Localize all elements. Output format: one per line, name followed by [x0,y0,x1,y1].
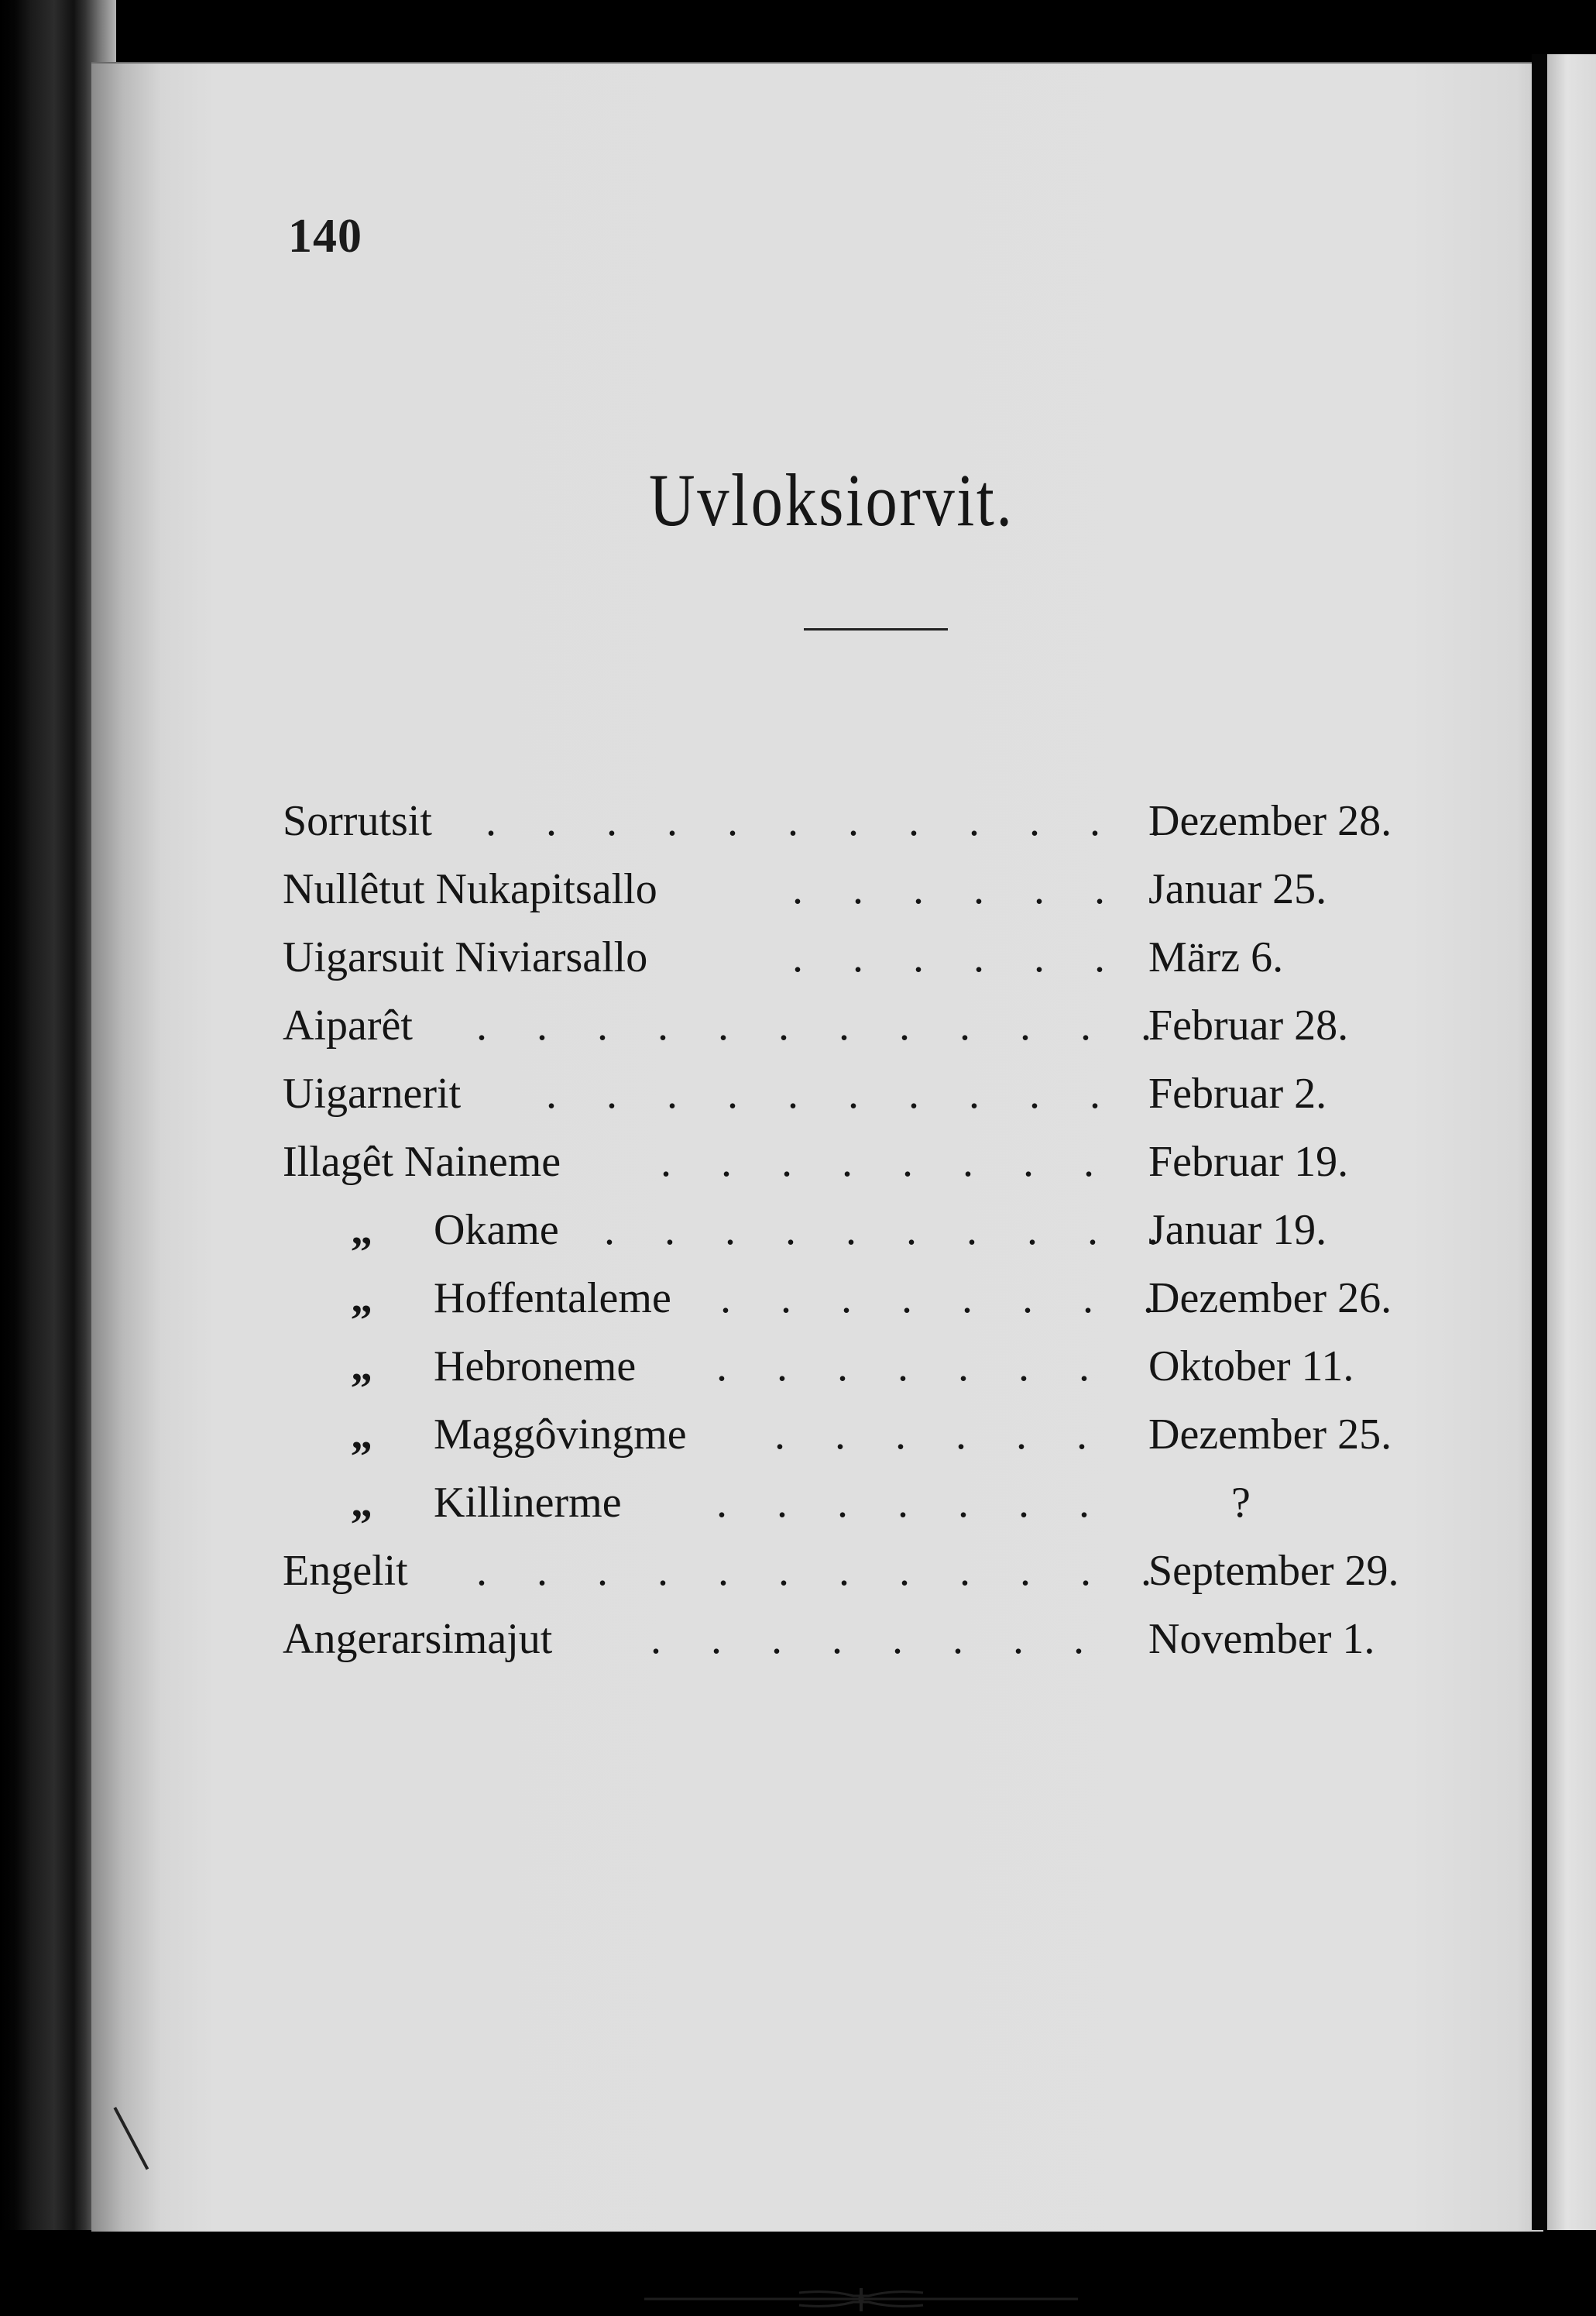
list-item [283,1478,1460,1546]
entry-date: Januar 19. [1148,1206,1327,1254]
entry-name: Uigarsuit Niviarsallo [283,933,648,981]
entry-date: Oktober 11. [1148,1342,1354,1390]
entry-name: Uigarnerit [283,1070,462,1118]
entry-name: Killinerme [434,1479,622,1527]
list-item [283,1137,1460,1205]
ditto-mark: „ [351,1206,372,1254]
entry-date: Februar 19. [1148,1138,1349,1186]
entry-date: Dezember 26. [1148,1274,1392,1322]
entry-date: November 1. [1148,1615,1375,1663]
entry-name: Angerarsimajut [283,1615,553,1663]
dot-leader: . . . . . . [792,933,1124,981]
list-item [283,1614,1460,1682]
entry-date: September 29. [1148,1547,1399,1595]
entry-name: Illagêt Naineme [283,1138,561,1186]
dot-leader: . . . . . . [792,865,1124,913]
dot-leader: . . . . . . . . . . [604,1206,1178,1254]
ditto-mark: „ [351,1479,372,1527]
facing-page-edge [1547,54,1596,2230]
list-item [283,933,1460,1001]
list-item [283,864,1460,933]
dot-leader: . . . . . . . . . . . . [476,1547,1171,1595]
list-item [283,1410,1460,1478]
entry-date: Februar 2. [1148,1070,1327,1118]
dot-leader: . . . . . . . [716,1342,1109,1390]
page-number: 140 [288,210,362,263]
dot-leader: . . . . . . . . . . . . [476,1002,1171,1050]
dot-leader: . . . . . . . . . . [546,1070,1120,1118]
page-title: Uvloksiorvit. [649,459,1014,541]
dot-leader: . . . . . . . [716,1479,1109,1527]
entry-name: Engelit [283,1547,408,1595]
dot-leader: . . . . . . . . [720,1274,1173,1322]
entry-date: März 6. [1148,933,1284,981]
entry-name: Sorrutsit [283,797,432,845]
dot-leader: . . . . . . . . [650,1615,1103,1663]
ditto-mark: „ [351,1342,372,1390]
end-ornament [644,2285,1078,2316]
dot-leader: . . . . . . . . [661,1138,1114,1186]
list-item [283,1342,1460,1410]
list-item [283,1069,1460,1137]
date-list [283,796,1460,1682]
entry-date: ? [1231,1479,1251,1527]
entry-name: Maggôvingme [434,1411,687,1459]
dot-leader: . . . . . . . . . . . . [486,797,1180,845]
list-item [283,1205,1460,1273]
ditto-mark: „ [351,1411,372,1459]
entry-name: Aiparêt [283,1002,413,1050]
list-item [283,1001,1460,1069]
entry-name: Nullêtut Nukapitsallo [283,865,657,913]
list-item [283,1273,1460,1342]
entry-date: Dezember 25. [1148,1411,1392,1459]
dot-leader: . . . . . . [774,1411,1107,1459]
entry-name: Hoffentaleme [434,1274,671,1322]
title-divider [804,628,948,631]
entry-name: Okame [434,1206,559,1254]
entry-date: Februar 28. [1148,1002,1349,1050]
ditto-mark: „ [351,1274,372,1322]
list-item [283,796,1460,864]
page-gutter [1532,54,1547,2230]
entry-name: Hebroneme [434,1342,637,1390]
entry-date: Dezember 28. [1148,797,1392,845]
entry-date: Januar 25. [1148,865,1327,913]
list-item [283,1546,1460,1614]
